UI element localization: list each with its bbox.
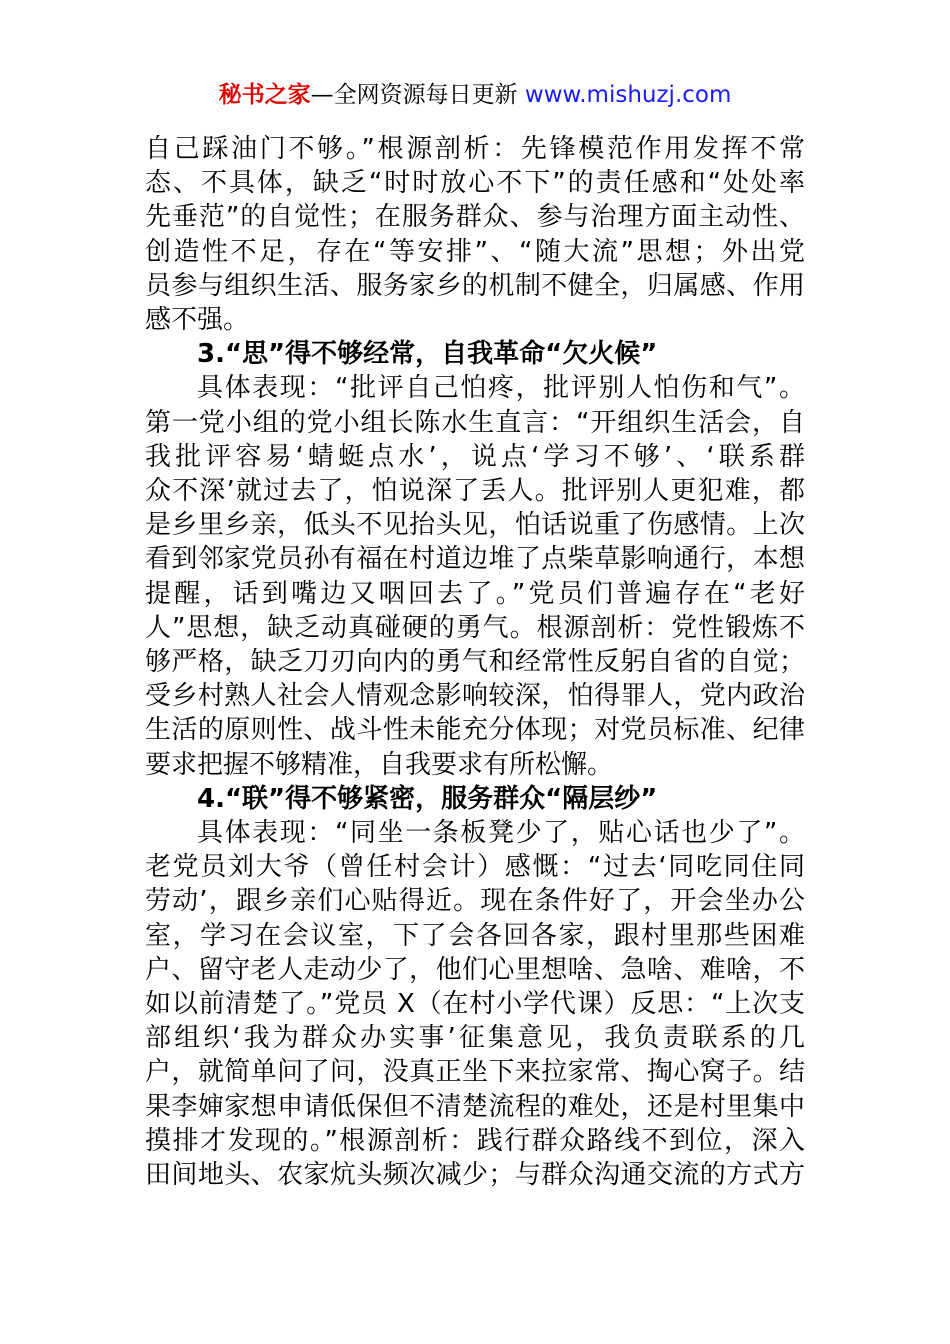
paragraph-line: 我批评容易‘蜻蜓点水’，说点‘学习不够’、‘联系群 <box>145 441 805 472</box>
paragraph-line: 如以前清楚了。”党员 X（在村小学代课）反思：“上次支 <box>145 989 805 1020</box>
paragraph-line: 第一党小组的党小组长陈水生直言：“开组织生活会，自 <box>145 407 805 438</box>
site-header <box>0 78 950 112</box>
site-url-link[interactable]: www.mishuzj.com <box>524 82 732 108</box>
paragraph-line: 众不深’就过去了，怕说深了丢人。批评别人更犯难，都 <box>145 476 805 507</box>
paragraph-line: 态、不具体，缺乏“时时放心不下”的责任感和“处处率 <box>145 168 805 199</box>
paragraph-line: 劳动’，跟乡亲们心贴得近。现在条件好了，开会坐办公 <box>145 886 805 917</box>
paragraph-line: 提醒，话到嘴边又咽回去了。”党员们普遍存在“老好 <box>145 578 805 609</box>
paragraph-line: 员参与组织生活、服务家乡的机制不健全，归属感、作用 <box>145 270 805 301</box>
paragraph-line: 老党员刘大爷（曾任村会计）感慨：“过去‘同吃同住同 <box>145 852 805 883</box>
paragraph-line: 看到邻家党员孙有福在村道边堆了点柴草影响通行，本想 <box>145 544 805 575</box>
paragraph-line: 室，学习在会议室，下了会各回各家，跟村里那些困难 <box>145 920 805 951</box>
paragraph-last-line: 感不强。 <box>145 305 250 336</box>
paragraph-line: 受乡村熟人社会人情观念影响较深，怕得罪人，党内政治 <box>145 681 805 712</box>
section-heading: 3.“思”得不够经常，自我革命“欠火候” <box>197 339 658 370</box>
brand-name: 秘书之家 <box>218 82 311 108</box>
paragraph-last-line: 要求把握不够精准，自我要求有所松懈。 <box>145 749 614 780</box>
paragraph-line: 自己踩油门不够。”根源剖析：先锋模范作用发挥不常 <box>145 134 805 164</box>
paragraph-line: 先垂范”的自觉性；在服务群众、参与治理方面主动性、 <box>145 202 805 233</box>
paragraph-line: 果李婶家想申请低保但不清楚流程的难处，还是村里集中 <box>145 1091 805 1122</box>
paragraph-line: 户、留守老人走动少了，他们心里想啥、急啥、难啥，不 <box>145 954 805 985</box>
header-dash: — <box>310 82 334 108</box>
paragraph-first-line: 具体表现：“同坐一条板凳少了，贴心话也少了”。 <box>197 818 805 849</box>
paragraph-line: 摸排才发现的。”根源剖析：践行群众路线不到位，深入 <box>145 1125 805 1156</box>
paragraph-line: 够严格，缺乏刀刃向内的勇气和经常性反躬自省的自觉； <box>145 647 805 678</box>
paragraph-line: 人”思想，缺乏动真碰硬的勇气。根源剖析：党性锻炼不 <box>145 612 805 643</box>
paragraph-line: 部组织‘我为群众办实事’征集意见，我负责联系的几 <box>145 1023 805 1054</box>
paragraph-line: 是乡里乡亲，低头不见抬头见，怕话说重了伤感情。上次 <box>145 510 805 541</box>
paragraph-line: 创造性不足，存在“等安排”、“随大流”思想；外出党 <box>145 236 805 267</box>
paragraph-line: 田间地头、农家炕头频次减少；与群众沟通交流的方式方 <box>145 1160 805 1191</box>
section-heading: 4.“联”得不够紧密，服务群众“隔层纱” <box>197 783 658 814</box>
header-slogan: 全网资源每日更新 <box>333 82 525 108</box>
paragraph-line: 生活的原则性、战斗性未能充分体现；对党员标准、纪律 <box>145 715 805 746</box>
paragraph-first-line: 具体表现：“批评自己怕疼，批评别人怕伤和气”。 <box>197 373 805 404</box>
document-body <box>145 132 805 1192</box>
paragraph-line: 户，就简单问了问，没真正坐下来拉家常、掏心窝子。结 <box>145 1057 805 1088</box>
